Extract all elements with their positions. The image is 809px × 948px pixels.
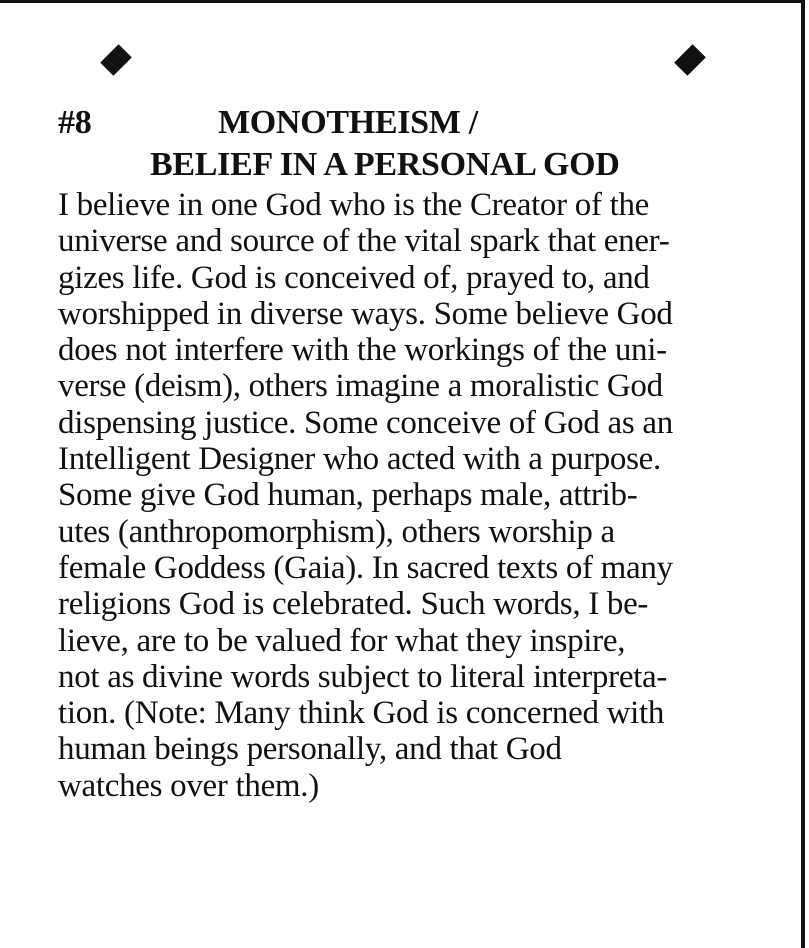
diamond-icon (674, 44, 706, 76)
card-number: #8 (58, 104, 92, 141)
card-body (58, 187, 798, 804)
body-line: lieve, are to be valued for what they inspire, (58, 622, 626, 659)
body-line: religions God is celebrated. Such words, I be- (58, 586, 649, 623)
body-line: worshipped in diverse ways. Some believe God (58, 295, 673, 332)
body-line: female Goddess (Gaia). In sacred texts of many (58, 549, 673, 586)
body-line: watches over them.) (58, 767, 319, 804)
body-line: utes (anthropomorphism), others worship a (58, 513, 615, 550)
body-line: not as divine words subject to literal interpreta- (58, 658, 668, 695)
body-line: does not interfere with the workings of the uni- (58, 332, 667, 369)
body-line: universe and source of the vital spark that ener- (58, 223, 670, 260)
diamond-icon (100, 44, 132, 76)
body-line: I believe in one God who is the Creator of the (58, 187, 650, 223)
body-line: Intelligent Designer who acted with a purpose. (58, 441, 661, 478)
body-line: tion. (Note: Many think God is concerned with (58, 695, 665, 732)
card-title-line-2: BELIEF IN A PERSONAL GOD (150, 146, 620, 183)
body-line: human beings personally, and that God (58, 731, 562, 768)
body-line: dispensing justice. Some conceive of God as an (58, 404, 673, 441)
body-line: Some give God human, perhaps male, attrib- (58, 477, 638, 514)
body-line: gizes life. God is conceived of, prayed to, and (58, 259, 650, 296)
body-line: verse (deism), others imagine a moralistic God (58, 368, 663, 405)
card-title-line-1: MONOTHEISM / (218, 104, 478, 141)
